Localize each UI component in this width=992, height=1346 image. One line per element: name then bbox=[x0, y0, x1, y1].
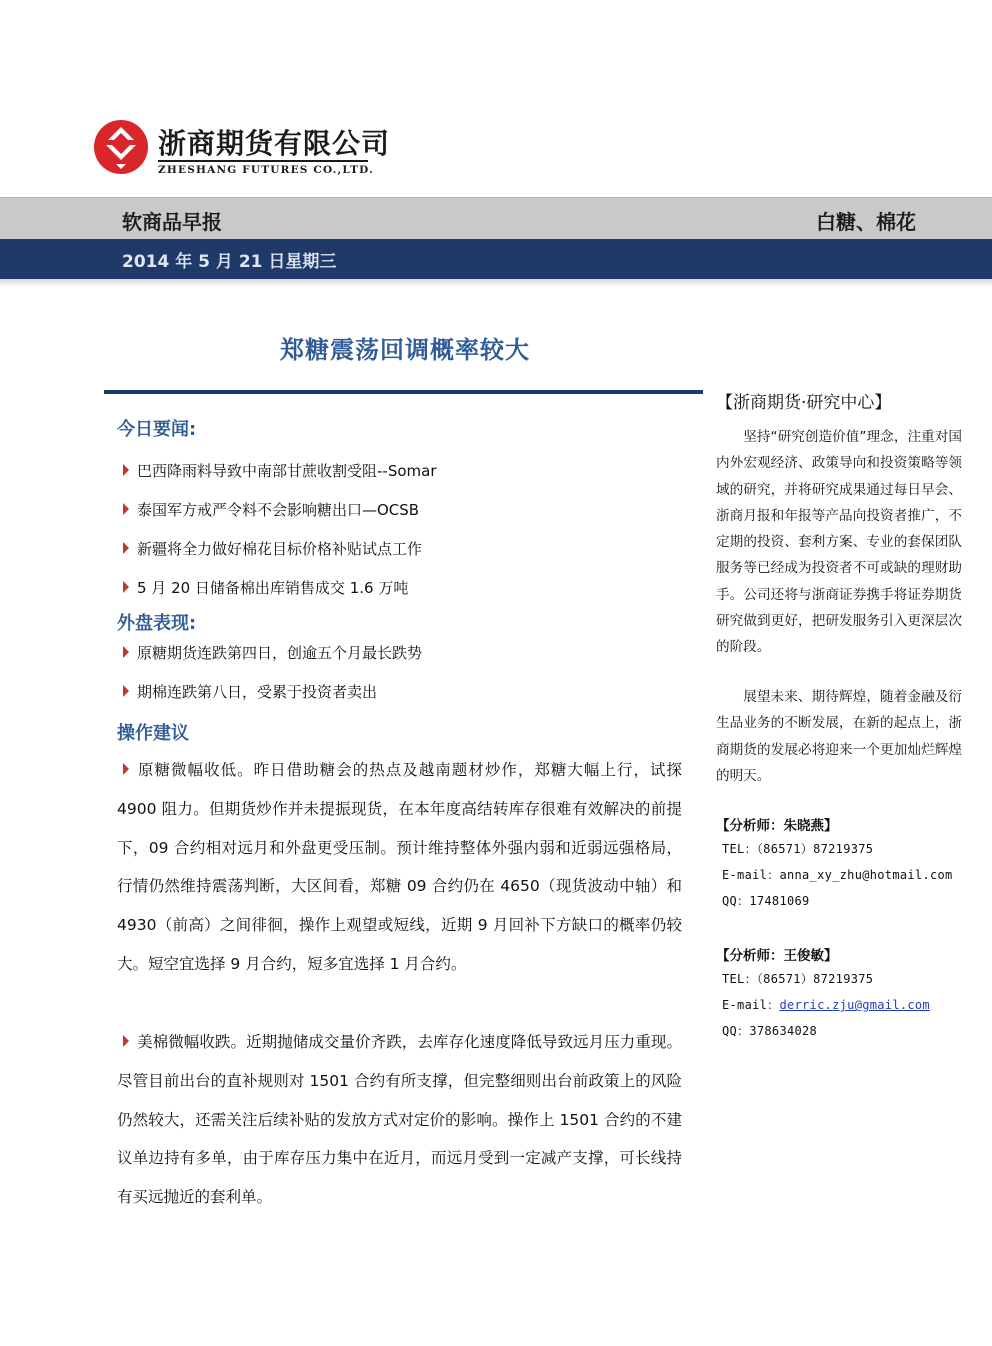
bullet-icon bbox=[123, 646, 129, 658]
section-title-today: 今日要闻: bbox=[117, 419, 197, 440]
advice-text: 原糖微幅收低。昨日借助糖会的热点及越南题材炒作，郑糖大幅上行，试探 4900 阻力。但期货炒作并未提振现货，在本年度高结转库存很难有效解决的前提下，09 合约相对远月和外盘更受压制。预计维持整体外强内弱和近弱远强格局，行情仍然维持震荡判断，大区间看，郑糖 09 合约仍在 4650（现货波动中轴）和 4930（前高）之间徘徊，操作上观望或短线，近期 9 月回补下方缺口的概率仍较大。短空宜选择 9 月合约，短多宜选择 1 月合约。 bbox=[117, 761, 682, 973]
sidebar-title: 【浙商期货·研究中心】 bbox=[716, 393, 892, 413]
news-text: 期棉连跌第八日，受累于投资者卖出 bbox=[137, 683, 378, 701]
analyst-email-row bbox=[716, 866, 966, 892]
analyst-name: 【分析师：王俊敏】 bbox=[716, 948, 838, 964]
headline: 郑糖震荡回调概率较大 bbox=[280, 336, 530, 364]
analyst-card bbox=[716, 814, 966, 918]
analyst-qq: QQ：378634028 bbox=[722, 1024, 818, 1038]
news-item bbox=[123, 642, 422, 663]
headline-rule bbox=[104, 390, 703, 394]
sidebar-paragraph: 坚持“研究创造价值”理念，注重对国内外宏观经济、政策导向和投资策略等领域的研究，并将研究成果通过每日早会、浙商月报和年报等产品向投资者推广，不定期的投资、套利方案、专业的套保团队服务等已经成为投资者不可或缺的理财助手。公司还将与浙商证券携手将证券期货研究做到更好，把研发服务引入更深层次的阶段。 bbox=[716, 429, 962, 656]
analyst-email-row bbox=[716, 996, 966, 1022]
company-logo bbox=[92, 118, 391, 182]
logo-divider bbox=[158, 160, 368, 162]
news-text: 新疆将全力做好棉花目标价格补贴试点工作 bbox=[137, 540, 423, 558]
bullet-icon bbox=[123, 581, 129, 593]
bullet-icon bbox=[123, 542, 129, 554]
bullet-icon bbox=[123, 1035, 129, 1047]
advice-paragraph bbox=[117, 751, 682, 984]
news-text: 泰国军方戒严令料不会影响糖出口—OCSB bbox=[137, 501, 420, 519]
bullet-icon bbox=[123, 503, 129, 515]
email-label: E-mail： bbox=[722, 868, 780, 882]
analyst-tel: TEL：（86571）87219375 bbox=[722, 842, 874, 856]
advice-text: 美棉微幅收跌。近期抛储成交量价齐跌，去库存化速度降低导致远月压力重现。尽管目前出台的直补规则对 1501 合约有所支撑，但完整细则出台前政策上的风险仍然较大，还需关注后续补贴的发放方式对定价的影响。操作上 1501 合约的不建议单边持有多单，由于库存压力集中在近月，而远月受到一定减产支撑，可长线持有买远抛近的套利单。 bbox=[117, 1033, 682, 1207]
news-item bbox=[123, 499, 419, 520]
news-item bbox=[123, 460, 437, 481]
analyst-card bbox=[716, 944, 966, 1048]
news-text: 5 月 20 日储备棉出库销售成交 1.6 万吨 bbox=[137, 579, 409, 597]
zheshang-logo-icon bbox=[92, 118, 150, 176]
sidebar-paragraph: 展望未来、期待辉煌，随着金融及衍生品业务的不断发展，在新的起点上，浙商期货的发展必将迎来一个更加灿烂辉煌的明天。 bbox=[716, 689, 962, 784]
report-header-bar bbox=[0, 197, 992, 239]
report-date: 2014 年 5 月 21 日星期三 bbox=[122, 252, 337, 272]
advice-paragraph bbox=[117, 1023, 682, 1217]
report-category: 软商品早报 bbox=[122, 210, 222, 234]
company-name-cn: 浙商期货有限公司 bbox=[158, 127, 391, 160]
news-item bbox=[123, 577, 408, 598]
news-text: 巴西降雨料导致中南部甘蔗收割受阻--Somar bbox=[137, 462, 437, 480]
date-bar bbox=[0, 239, 992, 279]
section-title-overseas: 外盘表现: bbox=[117, 613, 197, 634]
email-label: E-mail： bbox=[722, 998, 780, 1012]
header-shadow bbox=[0, 279, 992, 287]
news-text: 原糖期货连跌第四日，创逾五个月最长跌势 bbox=[137, 644, 423, 662]
news-item bbox=[123, 681, 377, 702]
report-commodities: 白糖、棉花 bbox=[816, 210, 916, 234]
bullet-icon bbox=[123, 685, 129, 697]
analyst-qq: QQ：17481069 bbox=[722, 894, 810, 908]
bullet-icon bbox=[123, 763, 129, 775]
analyst-tel: TEL：（86571）87219375 bbox=[722, 972, 874, 986]
analyst-name: 【分析师：朱晓燕】 bbox=[716, 818, 838, 834]
section-title-advice: 操作建议 bbox=[117, 723, 189, 744]
analyst-email: anna_xy_zhu@hotmail.com bbox=[779, 868, 953, 882]
analyst-email-link[interactable]: derric.zju@gmail.com bbox=[779, 998, 930, 1012]
company-name-en: ZHESHANG FUTURES CO.,LTD. bbox=[158, 164, 374, 176]
bullet-icon bbox=[123, 464, 129, 476]
news-item bbox=[123, 538, 422, 559]
